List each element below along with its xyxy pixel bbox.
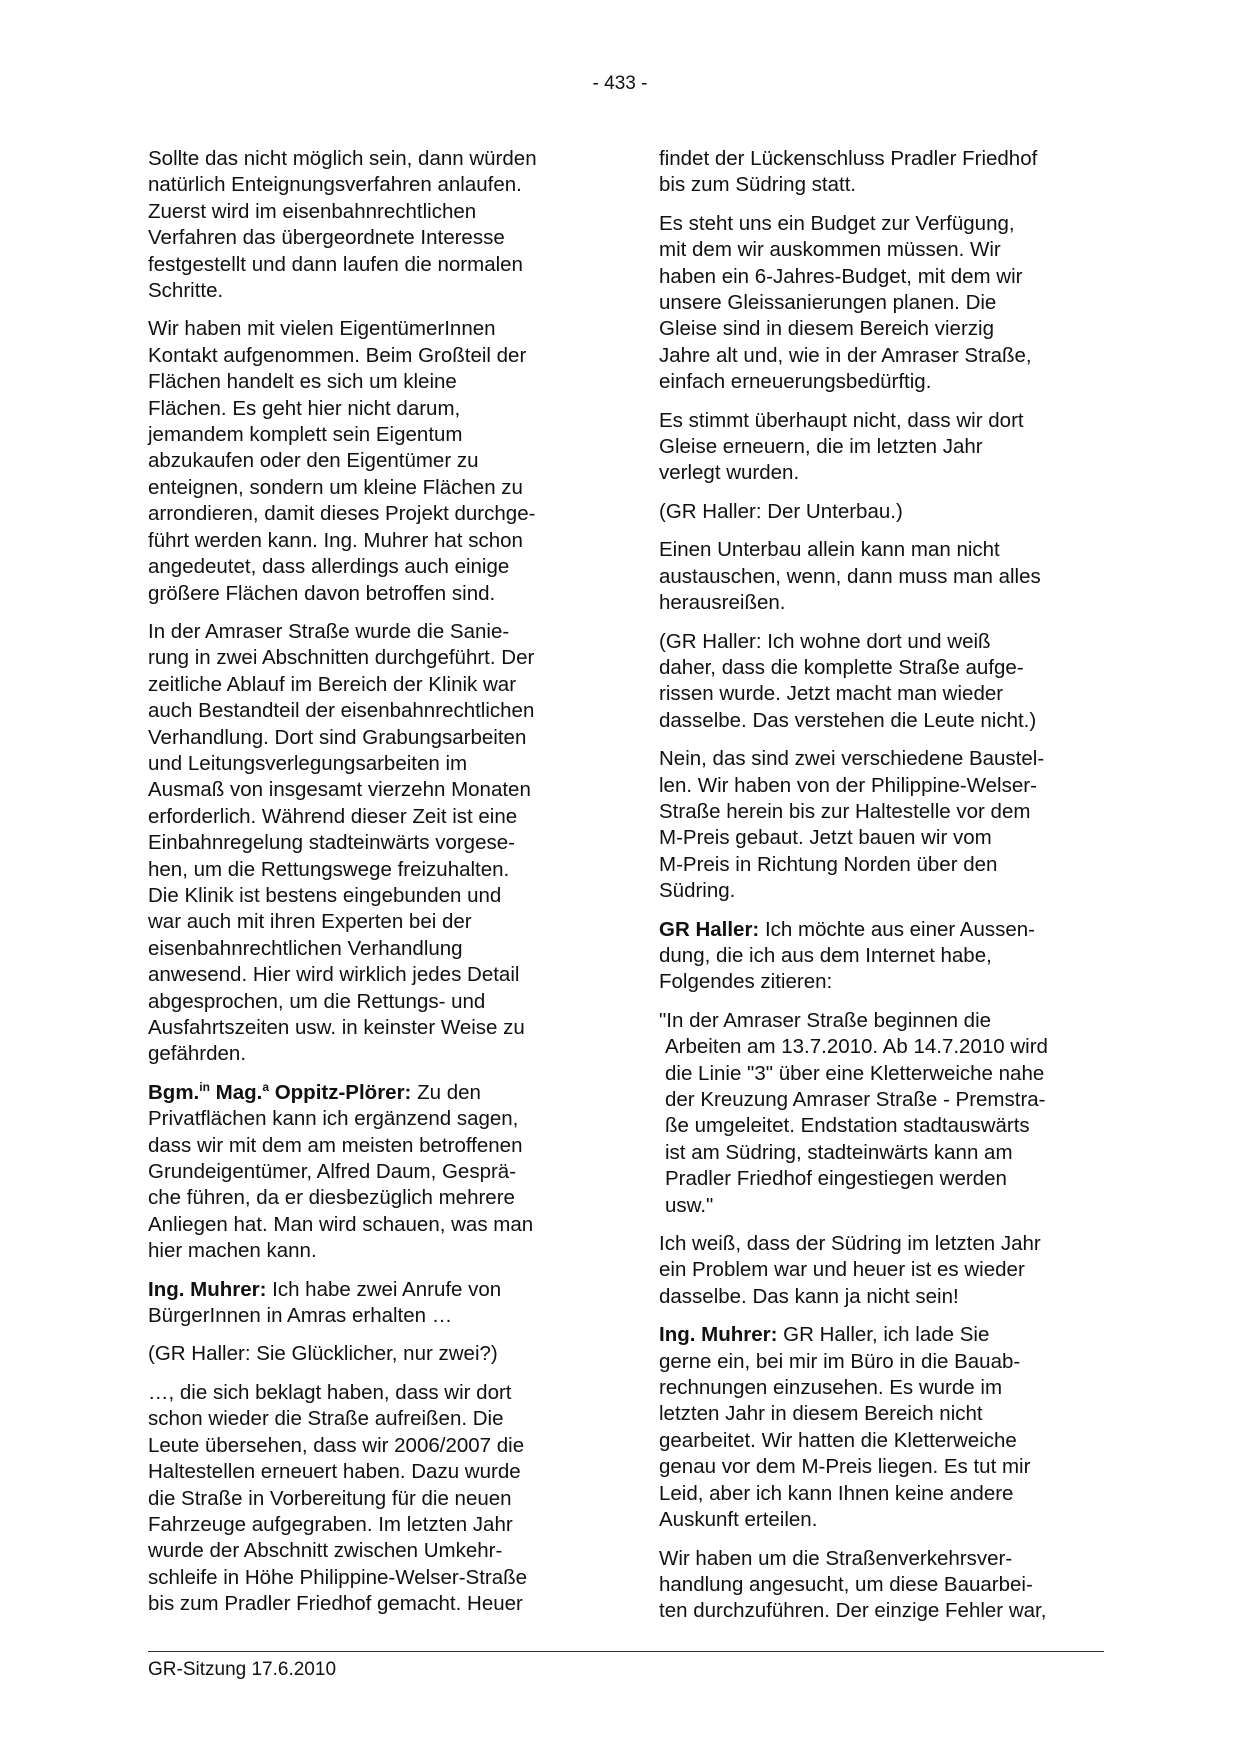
- speaker-name: Ing. Muhrer:: [659, 1323, 778, 1347]
- left-column: [148, 146, 598, 1630]
- interjection: (GR Haller: Der Unterbau.): [659, 499, 903, 523]
- paragraph: Einen Unterbau allein kann man nicht austauschen, wenn, dann muss man alles herausreißen.: [659, 538, 1041, 615]
- speech-text: Ich habe zwei Anrufe von BürgerInnen in Amras erhalten …: [148, 1277, 502, 1328]
- paragraph: Es stimmt überhaupt nicht, dass wir dort Gleise erneuern, die im letzten Jahr verlegt wurden.: [659, 408, 1024, 485]
- speech-muhrer: [659, 1322, 1109, 1533]
- speech-oppitz-ploerer: [148, 1080, 598, 1265]
- speech-haller: [659, 917, 1109, 996]
- paragraph: …, die sich beklagt haben, dass wir dort schon wieder die Straße aufreißen. Die Leute übersehen, dass wir 2006/2007 die Haltestellen erneuert haben. Dazu wurde die Straße in Vorbereitung für die neuen Fahrzeuge aufgegraben. Im letzten Jahr wurde der Abschnitt zwischen Umkehr- schleife in Höhe Philippine-Welser-Straße bis zum Pradler Friedhof gemacht. Heuer: [148, 1380, 528, 1616]
- speech-text: GR Haller, ich lade Sie gerne ein, bei mir im Büro in die Bauab- rechnungen einzusehen. Es wurde im letzten Jahr in diesem Bereich nicht gearbeitet. Wir hatten die Kletterweiche genau vor dem M-Preis liegen. Es tut mir Leid, aber ich kann Ihnen keine andere Auskunft erteilen.: [659, 1323, 1031, 1532]
- paragraph: In der Amraser Straße wurde die Sanie- rung in zwei Abschnitten durchgeführt. Der zeitliche Ablauf im Bereich der Klinik war auch Bestandteil der eisenbahnrechtlichen Verhandlung. Dort sind Grabungsarbeiten und Leitungsverlegungsarbeiten im Ausmaß von insgesamt vierzehn Monaten erforderlich. Während dieser Zeit ist eine Einbahnregelung stadteinwärts vorgese- hen, um die Rettungswege freizuhalten. Die Klinik ist bestens eingebunden und war auch mit ihren Experten bei der eisenbahnrechtlichen Verhandlung anwesend. Hier wird wirklich jedes Detail abgesprochen, um die Rettungs- und Ausfahrtszeiten usw. in keinster Weise zu gefährden.: [148, 619, 535, 1066]
- speaker-name: GR Haller:: [659, 917, 760, 941]
- paragraph: Wir haben mit vielen EigentümerInnen Kontakt aufgenommen. Beim Großteil der Flächen handelt es sich um kleine Flächen. Es geht hier nicht darum, jemandem komplett sein Eigentum abzukaufen oder den Eigentümer zu enteignen, sondern um kleine Flächen zu arrondieren, damit dieses Projekt durchge- führt werden kann. Ing. Muhrer hat schon angedeutet, dass allerdings auch einige größere Flächen davon betroffen sind.: [148, 317, 536, 605]
- paragraph: Ich weiß, dass der Südring im letzten Jahr ein Problem war und heuer ist es wieder dasselbe. Das kann ja nicht sein!: [659, 1232, 1041, 1308]
- paragraph: Sollte das nicht möglich sein, dann würden natürlich Enteignungsverfahren anlaufen. Zuerst wird im eisenbahnrechtlichen Verfahren das übergeordnete Interesse festgestellt und dann laufen die normalen Schritte.: [148, 147, 537, 303]
- paragraph: Nein, das sind zwei verschiedene Baustel- len. Wir haben von der Philippine-Welser- Straße herein bis zur Haltestelle vor dem M-Preis gebaut. Jetzt bauen wir vom M-Preis in Richtung Norden über den Südring.: [659, 747, 1045, 903]
- quotation: "In der Amraser Straße beginnen die Arbeiten am 13.7.2010. Ab 14.7.2010 wird die Linie "3" über eine Kletterweiche nahe der Kreuzung Amraser Straße - Premstra- ße umgeleitet. Endstation stadtauswärts ist am Südring, stadteinwärts kann am Pradler Friedhof eingestiegen werden usw.": [659, 1008, 1048, 1217]
- footer-divider: [148, 1651, 1104, 1652]
- page-number: - 433 -: [592, 73, 648, 94]
- speaker-name: [148, 1081, 411, 1104]
- footer-session-label: GR-Sitzung 17.6.2010: [148, 1659, 337, 1680]
- speaker-surname: Oppitz-Plörer:: [269, 1080, 412, 1104]
- superscript: a: [262, 1079, 270, 1094]
- speaker-title-part: Mag.: [209, 1080, 263, 1104]
- superscript: in: [199, 1079, 210, 1094]
- right-column: [659, 146, 1109, 1637]
- interjection: (GR Haller: Sie Glücklicher, nur zwei?): [148, 1342, 498, 1366]
- speech-muhrer: [148, 1277, 598, 1330]
- paragraph: Es steht uns ein Budget zur Verfügung, mit dem wir auskommen müssen. Wir haben ein 6-Jahres-Budget, mit dem wir unsere Gleissanierungen planen. Die Gleise sind in diesem Bereich vierzig Jahre alt und, wie in der Amraser Straße, einfach erneuerungsbedürftig.: [659, 211, 1032, 394]
- paragraph: Wir haben um die Straßenverkehrsver- handlung angesucht, um diese Bauarbei- ten durchzuführen. Der einzige Fehler war,: [659, 1546, 1047, 1623]
- speech-text: Ich möchte aus einer Aussen- dung, die ich aus dem Internet habe, Folgendes zitieren:: [659, 917, 1036, 994]
- interjection: (GR Haller: Ich wohne dort und weiß daher, dass die komplette Straße aufge- rissen wurde. Jetzt macht man wieder dasselbe. Das verstehen die Leute nicht.): [659, 629, 1037, 732]
- speaker-name: Ing. Muhrer:: [148, 1277, 267, 1301]
- paragraph: findet der Lückenschluss Pradler Friedhof bis zum Südring statt.: [659, 147, 1038, 197]
- speech-text: Zu den Privatflächen kann ich ergänzend sagen, dass wir mit dem am meisten betroffenen Grundeigentümer, Alfred Daum, Gesprä- che führen, da er diesbezüglich mehrere Anliegen hat. Man wird schauen, was man hier machen kann.: [148, 1080, 534, 1263]
- speaker-title-part: Bgm.: [148, 1080, 200, 1104]
